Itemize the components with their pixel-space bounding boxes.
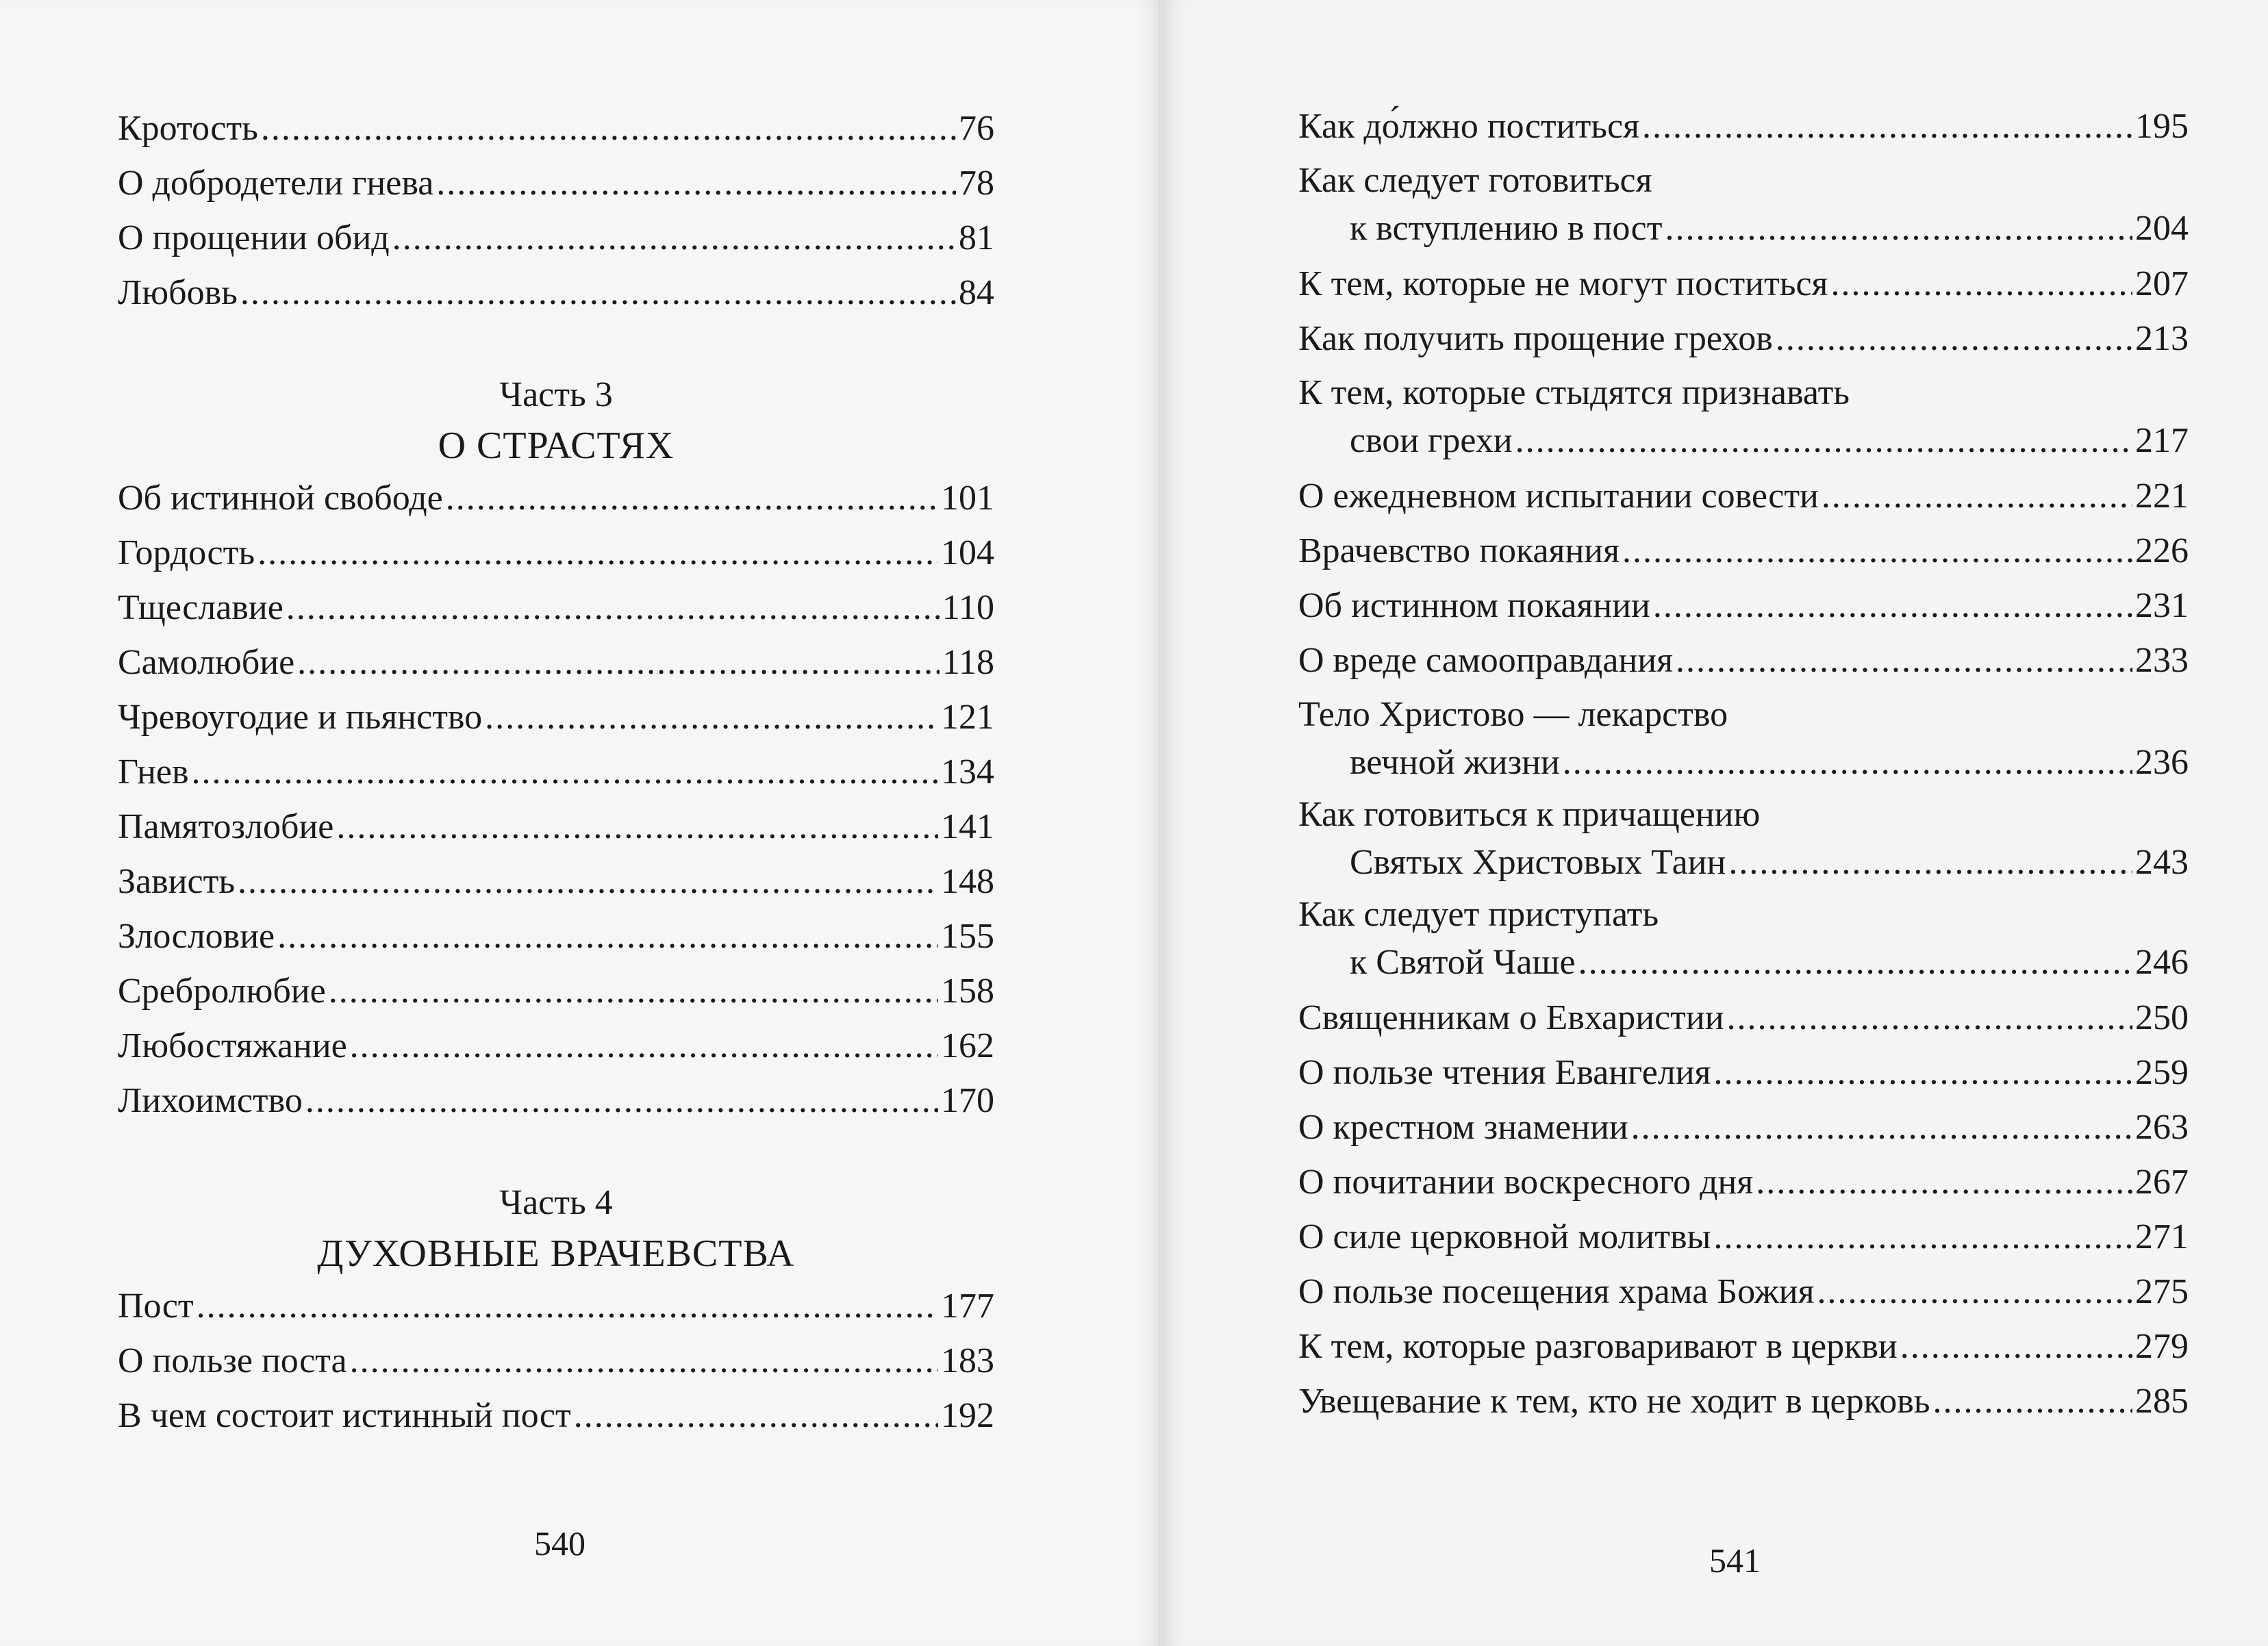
part3-section xyxy=(118,370,994,1128)
toc-top-list xyxy=(118,101,994,320)
toc-entry: О силе церковной молитвы ..... 271 xyxy=(1298,1210,2189,1265)
entry-title: О прощении обид xyxy=(118,218,390,257)
entry-title: Любовь xyxy=(118,273,238,312)
entry-page: 84 xyxy=(959,273,994,312)
toc-entry: О пользе чтения Евангелия ..... 259 xyxy=(1298,1046,2189,1100)
toc-entry: Гордость ..... 104 xyxy=(118,526,994,581)
toc-entry xyxy=(118,156,994,211)
toc-entry: Любостяжание ..... 162 xyxy=(118,1019,994,1074)
toc-entry: Зависть ..... 148 xyxy=(118,854,994,909)
entry-title: Кротость xyxy=(118,109,258,148)
toc-entry xyxy=(118,101,994,156)
right-toc-list xyxy=(1298,99,2189,1429)
toc-entry: Пост ..... 177 xyxy=(118,1279,994,1334)
right-page xyxy=(1161,0,2268,1646)
toc-entry: О пользе поста ..... 183 xyxy=(118,1334,994,1389)
page-number-left: 540 xyxy=(534,1524,585,1562)
page-number-right: 541 xyxy=(1709,1541,1761,1580)
toc-entry: Памятозлобие ..... 141 xyxy=(118,800,994,854)
toc-entry: Как до́лжно поститься ..... 195 xyxy=(1298,99,2189,154)
toc-entry: Гнев ..... 134 xyxy=(118,745,994,800)
toc-entry: Сребролюбие ..... 158 xyxy=(118,964,994,1019)
toc-entry: О ежедневном испытании совести ..... 221 xyxy=(1298,469,2189,524)
part4-list xyxy=(118,1279,994,1443)
toc-entry: О крестном знамении ..... 263 xyxy=(1298,1100,2189,1155)
toc-entry: Врачевство покаяния ..... 226 xyxy=(1298,524,2189,579)
part3-title: О СТРАСТЯХ xyxy=(438,425,675,467)
toc-entry: Злословие ..... 155 xyxy=(118,909,994,964)
toc-entry-multiline: Как следует готовиться к вступлению в пост ..... 204 xyxy=(1298,157,2189,253)
toc-entry xyxy=(118,266,994,320)
toc-entry: О вреде самооправдания ..... 233 xyxy=(1298,633,2189,688)
toc-entry: О пользе посещения храма Божия ..... 275 xyxy=(1298,1265,2189,1319)
toc-entry: Об истинном покаянии ..... 231 xyxy=(1298,579,2189,633)
part3-heading: Часть 3 xyxy=(499,375,613,414)
toc-entry: К тем, которые разговаривают в церкви ..... 279 xyxy=(1298,1319,2189,1374)
toc-entry: Самолюбие ..... 118 xyxy=(118,635,994,690)
toc-entry: Тщеславие ..... 110 xyxy=(118,581,994,635)
entry-title: О добродетели гнева xyxy=(118,164,434,203)
toc-entry: О почитании воскресного дня ..... 267 xyxy=(1298,1155,2189,1210)
entry-page: 78 xyxy=(959,164,994,203)
toc-entry xyxy=(118,211,994,266)
part4-title: ДУХОВНЫЕ ВРАЧЕВСТВА xyxy=(317,1232,795,1275)
toc-entry-multiline: Как следует приступать к Святой Чаше ..... 246 xyxy=(1298,891,2189,987)
toc-entry: Священникам о Евхаристии ..... 250 xyxy=(1298,991,2189,1046)
entry-page: 76 xyxy=(959,109,994,148)
toc-entry: Как получить прощение грехов ..... 213 xyxy=(1298,312,2189,366)
toc-entry-multiline: К тем, которые стыдятся признавать свои грехи ..... 217 xyxy=(1298,369,2189,465)
toc-entry-multiline: Как готовиться к причащению Святых Христовых Таин ..... 243 xyxy=(1298,791,2189,887)
part4-section xyxy=(118,1178,994,1443)
entry-page: 81 xyxy=(959,218,994,257)
part4-heading: Часть 4 xyxy=(499,1183,613,1222)
toc-entry: К тем, которые не могут поститься ..... 207 xyxy=(1298,257,2189,312)
toc-entry: Чревоугодие и пьянство ..... 121 xyxy=(118,690,994,745)
toc-entry-multiline: Тело Христово — лекарство вечной жизни ..... 236 xyxy=(1298,691,2189,787)
toc-entry: В чем состоит истинный пост ..... 192 xyxy=(118,1389,994,1443)
toc-entry: Об истинной свободе ..... 101 xyxy=(118,471,994,526)
part3-list xyxy=(118,471,994,1128)
toc-entry: Лихоимство ..... 170 xyxy=(118,1074,994,1128)
toc-entry: Увещевание к тем, кто не ходит в церковь ..... 285 xyxy=(1298,1374,2189,1429)
